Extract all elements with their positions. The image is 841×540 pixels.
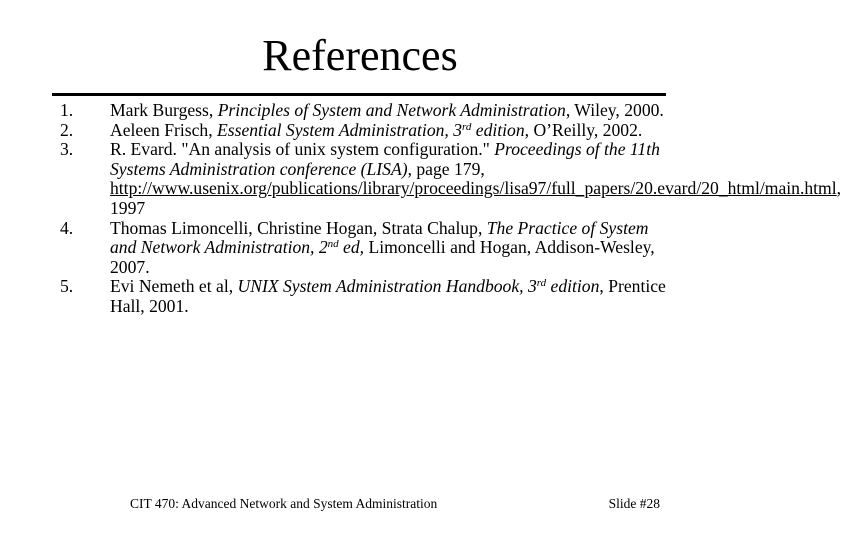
reference-plain-text: R. Evard. "An analysis of unix system configuration." bbox=[110, 139, 495, 160]
reference-item bbox=[54, 121, 678, 141]
reference-text bbox=[110, 139, 841, 218]
reference-url-link[interactable]: http://www.usenix.org/publications/library/proceedings/lisa97/full_papers/20.evard/20_html/main.html bbox=[110, 178, 837, 199]
reference-item bbox=[54, 219, 678, 278]
reference-plain-text: Limoncelli and Hogan, Addison-Wesley, 2007. bbox=[110, 237, 655, 277]
footer-slide-number: Slide #28 bbox=[608, 496, 660, 511]
reference-italic-text: ed, bbox=[338, 237, 369, 258]
title-divider bbox=[52, 93, 666, 96]
reference-number: 1. bbox=[60, 100, 74, 120]
reference-superscript: rd bbox=[536, 277, 547, 290]
slide-title: References bbox=[262, 31, 458, 80]
reference-text bbox=[110, 120, 642, 140]
reference-plain-text: , O’Reilly, 2002. bbox=[524, 119, 643, 140]
reference-item bbox=[54, 101, 678, 121]
reference-item bbox=[54, 139, 841, 218]
reference-superscript: rd bbox=[462, 120, 472, 133]
reference-italic-text: Proceedings of the 11th Systems Administration conference (LISA) bbox=[110, 139, 660, 179]
reference-plain-text: Thomas Limoncelli, Christine Hogan, Strata Chalup, bbox=[110, 217, 487, 238]
reference-item bbox=[54, 277, 678, 316]
reference-list bbox=[54, 100, 841, 317]
reference-number: 4. bbox=[60, 217, 74, 238]
reference-plain-text: Mark Burgess, bbox=[110, 100, 218, 120]
reference-plain-text: Aeleen Frisch, bbox=[110, 119, 217, 140]
reference-plain-text: , Wiley, 2000. bbox=[565, 100, 664, 120]
reference-italic-text: edition bbox=[546, 276, 600, 297]
reference-italic-text: UNIX System Administration Handbook, 3 bbox=[237, 276, 537, 297]
reference-italic-text: Essential System Administration, 3 bbox=[217, 119, 463, 140]
reference-text bbox=[110, 100, 664, 120]
reference-text bbox=[110, 218, 655, 277]
reference-plain-text: , Prentice Hall, 2001. bbox=[110, 276, 666, 316]
reference-plain-text: , page 179, bbox=[407, 158, 485, 179]
footer-course-title: CIT 470: Advanced Network and System Administration bbox=[130, 496, 438, 511]
reference-plain-text: Evi Nemeth et al, bbox=[110, 276, 238, 297]
reference-number: 3. bbox=[60, 139, 74, 160]
reference-superscript: nd bbox=[327, 238, 339, 251]
reference-italic-text: Principles of System and Network Administration bbox=[217, 100, 566, 120]
reference-number: 5. bbox=[60, 276, 74, 297]
reference-plain-text: , 1997 bbox=[110, 178, 841, 218]
reference-italic-text: The Practice of System and Network Administration, 2 bbox=[110, 217, 649, 258]
reference-italic-text: edition bbox=[471, 119, 525, 140]
reference-number: 2. bbox=[60, 119, 74, 140]
reference-text bbox=[110, 276, 666, 316]
